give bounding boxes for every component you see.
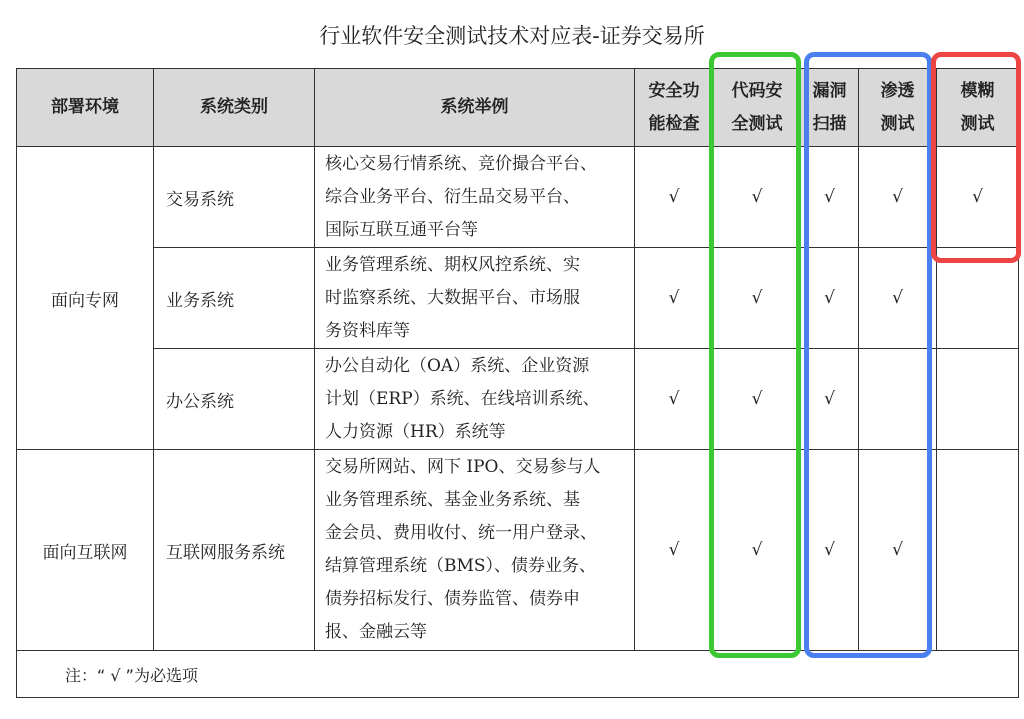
check-cell: √	[801, 248, 859, 349]
example-line: 债券招标发行、债券监管、债券申	[325, 589, 580, 609]
check-cell: √	[635, 248, 714, 349]
example-line: 业务管理系统、基金业务系统、基	[325, 490, 580, 510]
note-text: 注：“ √ ”为必选项	[17, 651, 1019, 698]
table-row	[17, 450, 1019, 651]
page-title: 行业软件安全测试技术对应表-证券交易所	[319, 24, 705, 48]
check-cell: √	[859, 450, 937, 651]
check-cell	[937, 450, 1019, 651]
header-line: 扫描	[812, 113, 847, 134]
security-testing-table	[16, 68, 1019, 698]
example-line: 国际互联互通平台等	[325, 219, 478, 240]
env-cell: 面向互联网	[17, 450, 154, 651]
header-fuzzing	[937, 69, 1019, 147]
check-cell: √	[801, 450, 859, 651]
header-vuln-scan	[801, 69, 859, 147]
header-pentest	[859, 69, 937, 147]
example-line: 务资料库等	[325, 320, 410, 341]
check-cell: √	[714, 349, 801, 450]
check-cell: √	[635, 349, 714, 450]
check-cell	[937, 248, 1019, 349]
note-row	[17, 651, 1019, 698]
check-cell: √	[859, 248, 937, 349]
header-line: 漏洞	[812, 80, 847, 101]
example-cell	[315, 450, 635, 651]
header-env: 部署环境	[17, 69, 154, 147]
type-cell: 互联网服务系统	[154, 450, 315, 651]
table-row	[17, 147, 1019, 248]
example-line: 计划（ERP）系统、在线培训系统、	[325, 388, 600, 409]
example-cell	[315, 349, 635, 450]
env-cell: 面向专网	[17, 147, 154, 450]
check-cell	[859, 349, 937, 450]
check-cell: √	[859, 147, 937, 248]
example-line: 时监察系统、大数据平台、市场服	[325, 287, 580, 308]
header-row	[17, 69, 1019, 147]
header-line: 安全功	[648, 80, 700, 101]
type-cell: 办公系统	[154, 349, 315, 450]
type-cell: 业务系统	[154, 248, 315, 349]
type-cell: 交易系统	[154, 147, 315, 248]
check-cell: √	[801, 147, 859, 248]
example-cell	[315, 147, 635, 248]
header-line: 能检查	[648, 113, 700, 134]
check-cell	[937, 349, 1019, 450]
example-line: 交易所网站、网下 IPO、交易参与人	[325, 457, 601, 477]
table-row	[17, 349, 1019, 450]
table-row	[17, 248, 1019, 349]
example-line: 金会员、费用收付、统一用户登录、	[325, 523, 597, 543]
example-line: 报、金融云等	[325, 622, 427, 642]
example-line: 业务管理系统、期权风控系统、实	[325, 254, 580, 275]
header-line: 测试	[960, 113, 995, 134]
header-line: 代码安	[731, 80, 783, 101]
check-cell: √	[714, 450, 801, 651]
header-line: 渗透	[880, 80, 915, 101]
example-line: 人力资源（HR）系统等	[325, 421, 506, 442]
check-cell: √	[635, 450, 714, 651]
header-code-security	[714, 69, 801, 147]
header-example: 系统举例	[315, 69, 635, 147]
check-cell: √	[937, 147, 1019, 248]
example-line: 综合业务平台、衍生品交易平台、	[325, 186, 580, 207]
header-line: 测试	[880, 113, 915, 134]
example-line: 结算管理系统（BMS）、债券业务、	[325, 556, 597, 576]
example-line: 核心交易行情系统、竞价撮合平台、	[325, 153, 597, 174]
check-cell: √	[714, 248, 801, 349]
header-function-check	[635, 69, 714, 147]
header-line: 模糊	[960, 80, 995, 101]
example-cell	[315, 248, 635, 349]
check-cell: √	[635, 147, 714, 248]
header-line: 全测试	[731, 113, 783, 134]
check-cell: √	[714, 147, 801, 248]
check-cell: √	[801, 349, 859, 450]
header-type: 系统类别	[154, 69, 315, 147]
example-line: 办公自动化（OA）系统、企业资源	[325, 355, 590, 376]
